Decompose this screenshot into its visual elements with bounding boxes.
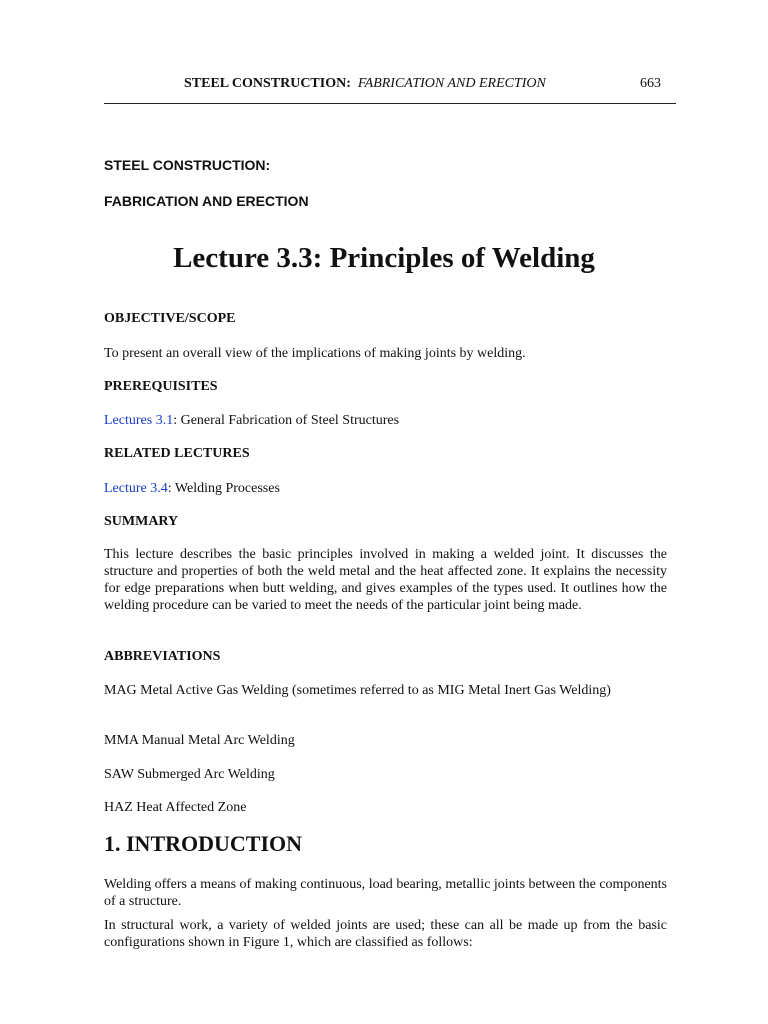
summary-heading: SUMMARY	[104, 514, 179, 529]
abbreviations-heading: ABBREVIATIONS	[104, 649, 221, 664]
prerequisites-link[interactable]: Lectures 3.1	[104, 413, 174, 428]
abbreviation-item: MMA Manual Metal Arc Welding	[104, 733, 295, 748]
series-title: STEEL CONSTRUCTION:	[104, 157, 271, 173]
running-header-bold: STEEL CONSTRUCTION:	[184, 76, 351, 91]
page-number: 663	[640, 76, 661, 91]
abbreviation-item: MAG Metal Active Gas Welding (sometimes referred to as MIG Metal Inert Gas Welding)	[104, 683, 611, 698]
lecture-title: Lecture 3.3: Principles of Welding	[173, 242, 595, 274]
running-header-italic: FABRICATION AND ERECTION	[357, 76, 546, 91]
objective-text: To present an overall view of the implications of making joints by welding.	[104, 346, 526, 361]
related-text	[104, 480, 667, 497]
introduction-paragraph: In structural work, a variety of welded joints are used; these can all be made up from the basic configurations shown in Figure 1, which are classified as follows:	[104, 918, 667, 950]
prerequisites-heading: PREREQUISITES	[104, 379, 218, 394]
summary-text: This lecture describes the basic principles involved in making a welded joint. It discusses the structure and properties of both the weld metal and the heat affected zone. It explains the necessity for edge preparations when butt welding, and gives examples of the types used. It outlines how the welding procedure can be varied to meet the needs of the particular joint being made.	[104, 547, 667, 613]
abbreviation-item: HAZ Heat Affected Zone	[104, 800, 247, 815]
prerequisites-description: : General Fabrication of Steel Structures	[173, 413, 400, 428]
introduction-paragraph: Welding offers a means of making continuous, load bearing, metallic joints between the components of a structure.	[104, 877, 667, 909]
objective-heading: OBJECTIVE/SCOPE	[104, 311, 236, 326]
running-header-title	[184, 75, 546, 93]
related-heading: RELATED LECTURES	[104, 446, 250, 461]
prerequisites-text	[104, 412, 667, 429]
series-subtitle: FABRICATION AND ERECTION	[104, 193, 309, 209]
header-rule	[104, 103, 676, 104]
related-description: : Welding Processes	[167, 481, 280, 496]
abbreviation-item: SAW Submerged Arc Welding	[104, 767, 275, 782]
introduction-heading: 1. INTRODUCTION	[104, 831, 303, 856]
related-link[interactable]: Lecture 3.4	[104, 481, 168, 496]
